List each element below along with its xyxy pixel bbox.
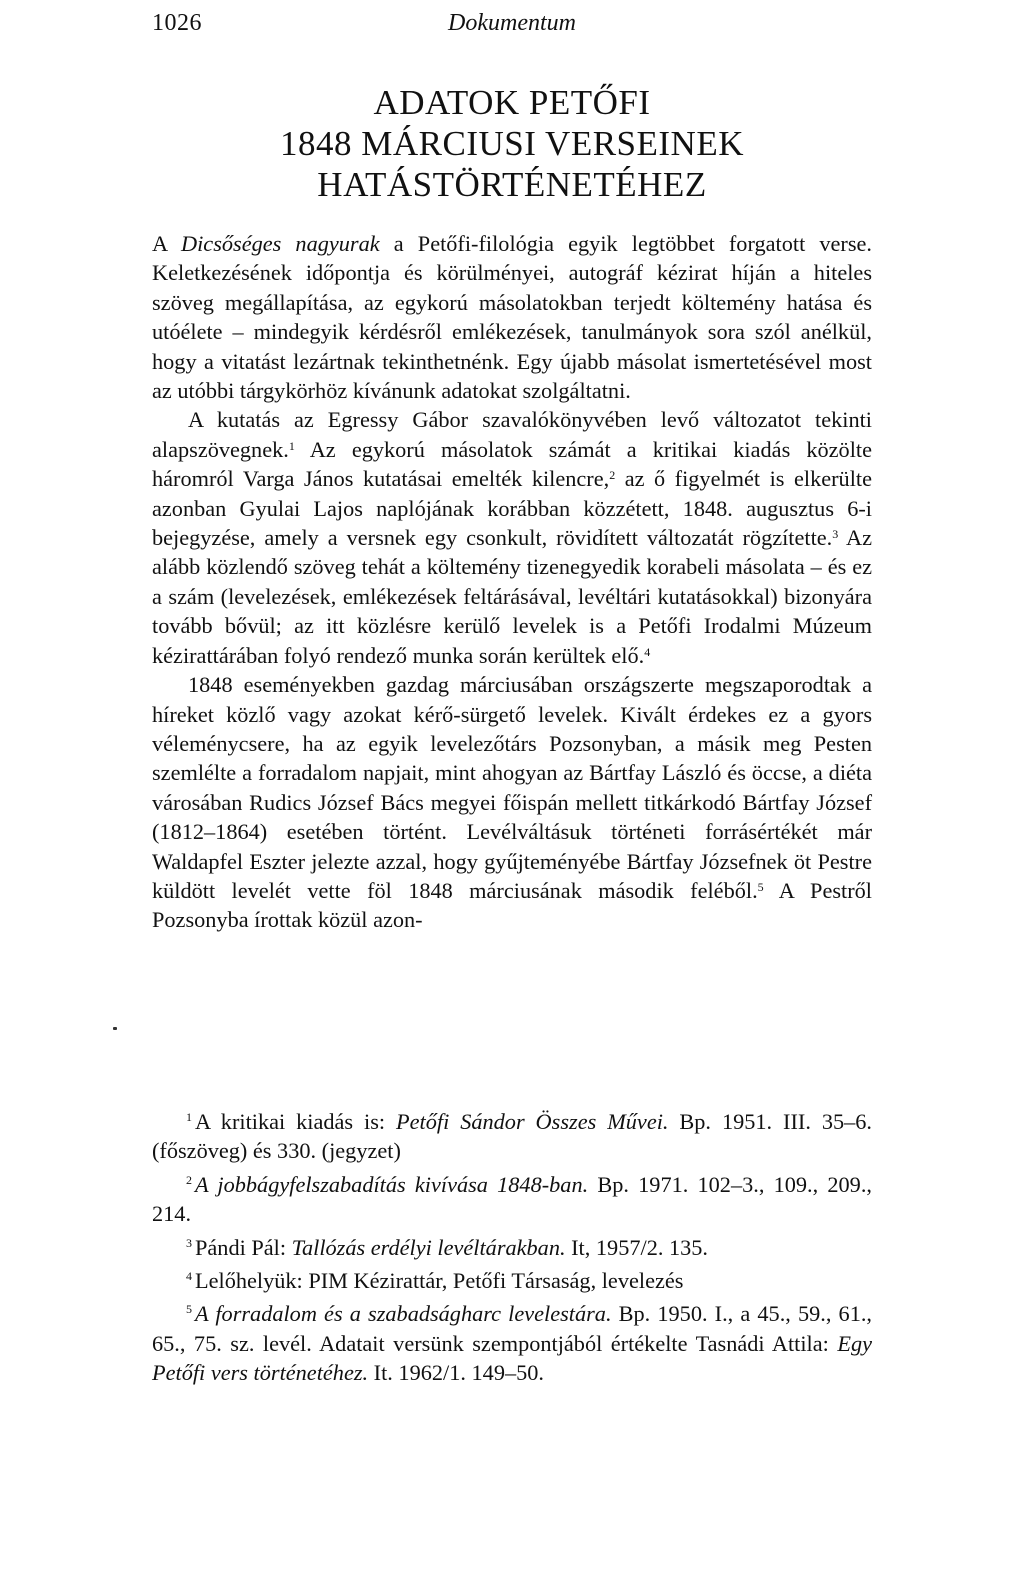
- footnote-1: [152, 1103, 872, 1166]
- cited-title: A forradalom és a szabadságharc levelestára.: [195, 1301, 612, 1327]
- title-line-3: HATÁSTÖRTÉNETÉHEZ: [317, 165, 707, 204]
- text-run: Bp. 1971. 102–3., 109., 209., 214.: [152, 1171, 872, 1227]
- footnote-ref-3[interactable]: 3: [832, 527, 839, 542]
- footnote-ref-1[interactable]: 1: [288, 438, 295, 453]
- page-number: 1026: [152, 10, 202, 36]
- footnote-4: [152, 1262, 872, 1295]
- text-run: A: [152, 231, 181, 256]
- text-run: a Petőfi-filológia egyik legtöbbet forgatott verse. Keletkezésének időpontja és körülményei, autográf kézirat híján a hiteles szöveg megállapítása, az egykorú másolatokban terjedt költemény hatása és utóélete – mindegyik kérdésről emlékezések, tanulmányok sora szól anélkül, hogy a vitatást lezártnak tekinthetnénk. Egy újabb másolat ismertetésével most az utóbbi tárgykörhöz kívánunk adatokat szolgáltatni.: [152, 231, 872, 404]
- footnote-5: [152, 1295, 872, 1387]
- text-run: A kritikai kiadás is:: [195, 1109, 397, 1134]
- text-run: It. 1962/1. 149–50.: [368, 1360, 544, 1386]
- footnote-ref-4[interactable]: 4: [644, 644, 651, 659]
- text-run: Bp. 1951. III. 35–6. (főszöveg) és 330. (jegyzet): [152, 1109, 872, 1164]
- paragraph-1: [152, 229, 872, 405]
- cited-title: Egy Petőfi vers történetéhez.: [152, 1330, 872, 1386]
- footnote-3: [152, 1229, 872, 1262]
- footnote-mark: 1: [186, 1110, 192, 1124]
- text-run: Az egykorú másolatok számát a kritikai kiadás közölte háromról Varga János kutatásai emelték kilencre,: [152, 436, 872, 492]
- running-head: Dokumentum: [448, 10, 576, 36]
- cited-title: A jobbágyfelszabadítás kivívása 1848-ban.: [195, 1171, 589, 1197]
- title-line-2: 1848 MÁRCIUSI VERSEINEK: [280, 124, 744, 163]
- text-run: Lelőhelyük: PIM Kézirattár, Petőfi Társaság, levelezés: [195, 1268, 684, 1294]
- footnote-mark: 3: [186, 1235, 192, 1250]
- footnote-mark: 2: [186, 1172, 192, 1187]
- text-run: az ő figyelmét is elkerülte azonban Gyulai Lajos naplójának korábban közzétett, 1848. augusztus 6-i bejegyzése, amely a versnek egy csonkult, rövidített változatát rögzítette.: [152, 466, 872, 551]
- text-run: Pándi Pál:: [195, 1234, 292, 1260]
- text-run: 1848 eseményekben gazdag márciusában országszerte megszaporodtak a híreket közlő vagy azokat kérő-sürgető levelek. Kivált érdekes ez a gyors véleménycsere, ha az egyik levelezőtárs Pozsonyban, a másik meg Pesten szemlélte a forradalom napjait, mint ahogyan az Bártfay László és öccse, a diéta városában Rudics József Bács megyei főispán mellett titkárkodó Bártfay József (1812–1864) esetében történt. Levélváltásuk történeti forrásértékét már Waldapfel Eszter jelezte azzal, hogy gyűjteményébe Bártfay Józsefnek öt Pestre küldött levelét vette föl 1848 márciusának második feléből.: [152, 672, 872, 903]
- paragraph-2: [152, 405, 872, 670]
- footnote-mark: 4: [186, 1269, 192, 1284]
- footnote-ref-2[interactable]: 2: [609, 468, 616, 483]
- footnote-2: [152, 1166, 872, 1229]
- text-run: It, 1957/2. 135.: [565, 1234, 709, 1260]
- margin-mark: [113, 1027, 117, 1030]
- text-run: Bp. 1950. I., a 45., 59., 61., 65., 75. sz. levél. Adatait versünk szempontjából értékelte Tasnádi Attila:: [152, 1301, 872, 1356]
- article-body: [152, 229, 872, 935]
- cited-title: Tallózás erdélyi levéltárakban.: [291, 1234, 566, 1260]
- page-header: [152, 10, 872, 44]
- footnote-mark: 5: [186, 1302, 192, 1317]
- poem-title: Dicsőséges nagyurak: [181, 231, 380, 256]
- text-run: A kutatás az Egressy Gábor szavalókönyvében levő változatot tekinti alapszövegnek.: [152, 407, 872, 462]
- article-title: [152, 82, 872, 205]
- footnote-ref-5[interactable]: 5: [757, 879, 764, 894]
- title-line-1: ADATOK PETŐFI: [373, 83, 651, 122]
- footnotes: [152, 1103, 872, 1388]
- paragraph-3: [152, 670, 872, 935]
- text-run: Az alább közlendő szöveg tehát a költemény tizenegyedik korabeli másolata – és ez a szám (levelezések, emlékezések feltárásával, levéltári kutatásokkal) bizonyára tovább bővül; az itt közlésre kerülő levelek is a Petőfi Irodalmi Múzeum kézirattárában folyó rendező munka során kerültek elő.: [152, 525, 872, 668]
- cited-title: Petőfi Sándor Összes Művei.: [396, 1109, 669, 1134]
- text-run: A Pestről Pozsonyba írottak közül azon-: [152, 877, 872, 933]
